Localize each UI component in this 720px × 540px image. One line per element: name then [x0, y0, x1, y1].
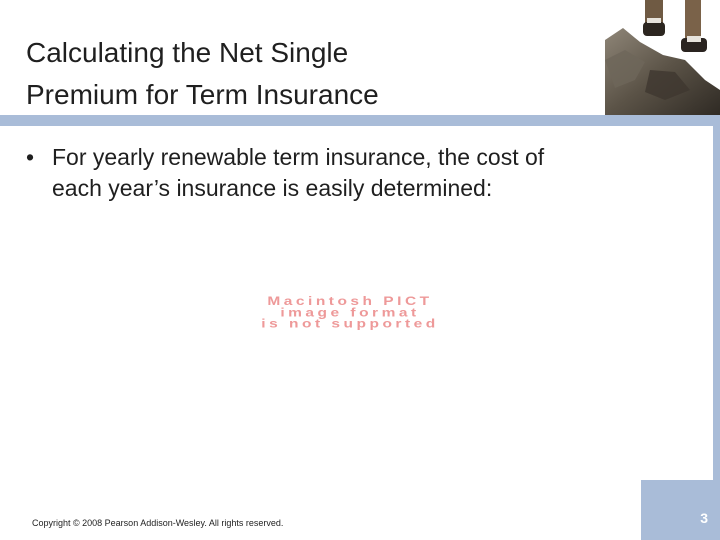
bullet-icon: •	[26, 144, 35, 170]
page-number-box	[641, 480, 720, 540]
unsupported-image-placeholder	[100, 296, 600, 330]
bullet-text-line-1: For yearly renewable term insurance, the cost of	[52, 144, 545, 170]
placeholder-line-3: is not supported	[261, 317, 439, 331]
placeholder-line-2: image format	[280, 306, 420, 320]
bullet-item	[26, 142, 666, 204]
right-accent-strip	[713, 115, 720, 480]
copyright-footer: Copyright © 2008 Pearson Addison-Wesley. All rights reserved.	[32, 518, 284, 528]
slide-title-line-1: Calculating the Net Single	[26, 37, 349, 68]
page-number: 3	[700, 510, 708, 526]
placeholder-line-1: Macintosh PICT	[267, 295, 433, 308]
bullet-text	[52, 142, 666, 204]
slide-title	[26, 32, 586, 116]
hiker-photo	[605, 0, 720, 115]
bullet-list	[26, 142, 666, 204]
title-divider-bar	[0, 115, 720, 126]
slide-title-line-2: Premium for Term Insurance	[26, 79, 379, 110]
bullet-text-line-2: each year’s insurance is easily determined:	[52, 175, 493, 201]
